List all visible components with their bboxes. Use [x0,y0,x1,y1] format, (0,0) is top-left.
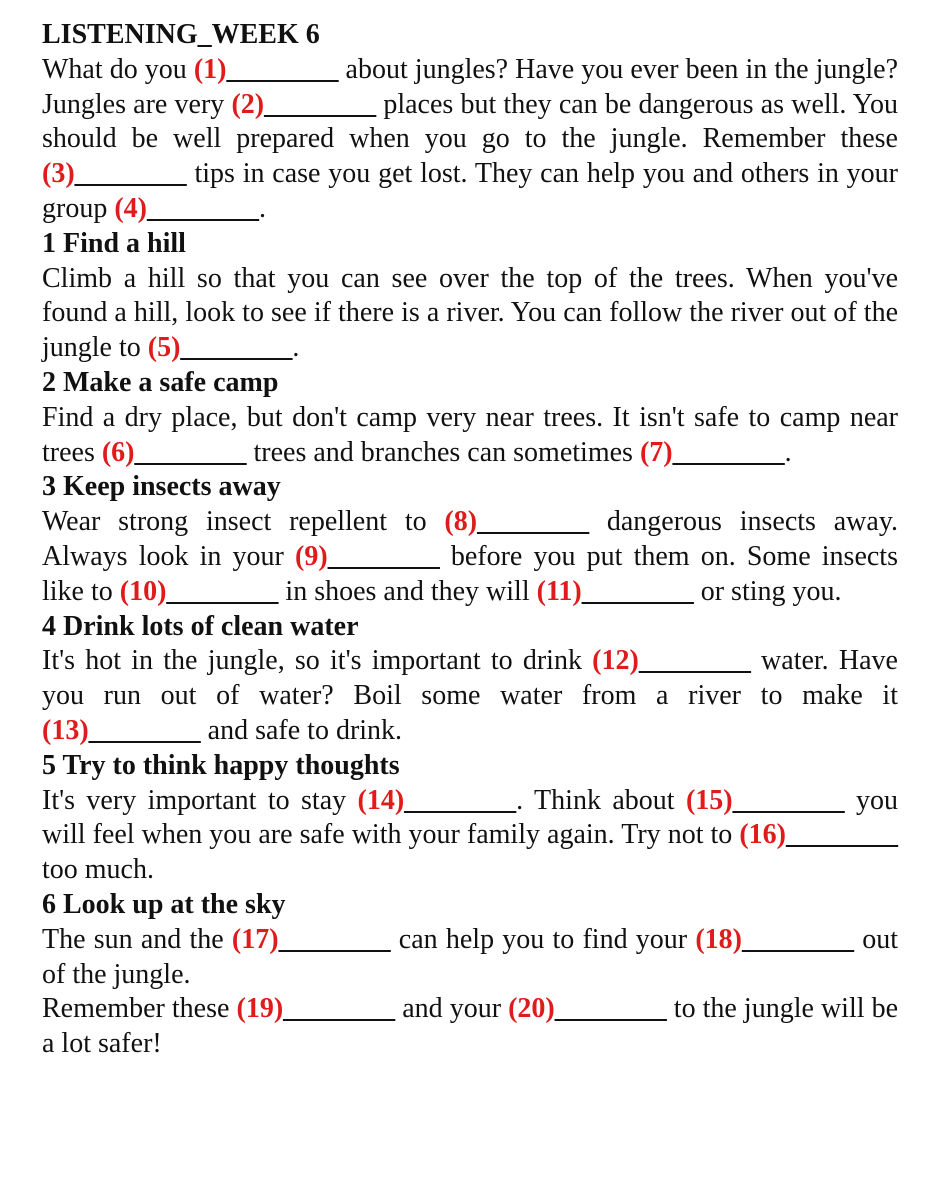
section-body-find-hill [42,262,898,366]
section-body-safe-camp [42,401,898,471]
question-number: (8) [444,506,478,538]
passage-text: The sun and the [42,923,232,955]
question-number: (12) [592,645,639,677]
question-number: (1) [193,53,227,85]
question-number: (15) [685,784,733,816]
answer-blank: ________ [74,158,187,190]
section-body-insects [42,505,898,609]
closing-paragraph [42,992,898,1062]
passage-text: . [258,192,266,224]
answer-blank: ________ [742,923,854,955]
passage-text: What do you [42,53,194,85]
question-number: (13) [42,714,89,746]
passage-text: Climb a hill so that you can see over the top of the trees. When you've found a hill, look to see if there is a river. You can follow the river out of the jungle to [42,262,898,364]
answer-blank: ________ [554,993,667,1025]
answer-blank: ________ [278,923,391,955]
question-number: (17) [231,923,279,955]
answer-blank: ________ [404,784,517,816]
passage-text: can help you to find your [390,923,696,955]
passage-text: It's hot in the jungle, so it's important to drink [42,645,593,677]
question-number: (16) [739,819,786,851]
question-number: (20) [508,993,555,1025]
passage-text: about jungles? Have you ever been in the jungle? Jungles are very [42,53,899,120]
passage-text: . [292,332,300,364]
answer-blank: ________ [166,575,279,607]
section-body-water [42,644,898,748]
answer-blank: ________ [264,88,377,120]
passage-text: or sting you. [693,575,842,607]
question-number: (3) [42,158,75,190]
worksheet [42,18,898,1062]
section-body-happy-thoughts [42,784,898,888]
passage-text: to the jungle will be a lot safer! [42,993,898,1060]
answer-blank: ________ [226,53,339,85]
section-heading-water: 4 Drink lots of clean water [42,610,359,642]
question-number: (4) [114,192,147,224]
answer-blank: ________ [180,332,293,364]
passage-text: Remember these [42,993,237,1025]
passage-text: out of the jungle. [42,923,898,990]
question-number: (2) [231,88,265,120]
question-number: (9) [295,540,328,572]
passage-text: places but they can be dangerous as well. You should be well prepared when you go to the jungle. Remember these [42,88,898,155]
section-heading-find-hill: 1 Find a hill [42,227,186,259]
passage-text: Find a dry place, but don't camp very near trees. It isn't safe to camp near trees [42,401,898,468]
answer-blank: ________ [477,506,590,538]
passage-text: dangerous insects away. Always look in your [42,506,898,572]
answer-blank: ________ [134,436,247,468]
passage-text: water. Have you run out of water? Boil some water from a river to make it [42,645,898,712]
section-body-sky [42,923,898,993]
answer-blank: ________ [146,192,259,224]
passage-text: Wear strong insect repellent to [42,506,445,538]
section-heading-insects: 3 Keep insects away [42,471,281,503]
answer-blank: ________ [732,784,845,816]
passage-text: in shoes and they will [278,575,537,607]
answer-blank: ________ [88,714,201,746]
question-number: (18) [695,923,742,955]
passage-text: . [784,436,792,468]
passage-text: before you put them on. Some insects like to [42,540,898,607]
question-number: (19) [236,993,284,1025]
answer-blank: ________ [283,993,396,1025]
passage-text: It's very important to stay [42,784,358,816]
answer-blank: ________ [638,645,751,677]
question-number: (5) [147,332,181,364]
question-number: (10) [119,575,167,607]
answer-blank: ________ [581,575,694,607]
section-heading-happy-thoughts: 5 Try to think happy thoughts [42,749,400,781]
question-number: (6) [101,436,135,468]
passage-text: too much. [42,854,154,886]
answer-blank: ________ [672,436,785,468]
passage-text: and your [395,993,509,1025]
question-number: (11) [536,575,582,607]
passage-text: trees and branches can sometimes [246,436,640,468]
worksheet-title: LISTENING_WEEK 6 [42,19,320,50]
answer-blank: ________ [327,540,440,572]
intro-paragraph [42,53,898,227]
section-heading-sky: 6 Look up at the sky [42,888,286,920]
passage-text: you will feel when you are safe with your family again. Try not to [42,784,898,851]
passage-text: tips in case you get lost. They can help you and others in your group [42,158,898,224]
passage-text: . Think about [516,784,686,816]
answer-blank: ________ [786,819,898,851]
section-heading-safe-camp: 2 Make a safe camp [42,366,279,398]
question-number: (14) [357,784,405,816]
question-number: (7) [639,436,673,468]
passage-text: and safe to drink. [200,714,403,746]
